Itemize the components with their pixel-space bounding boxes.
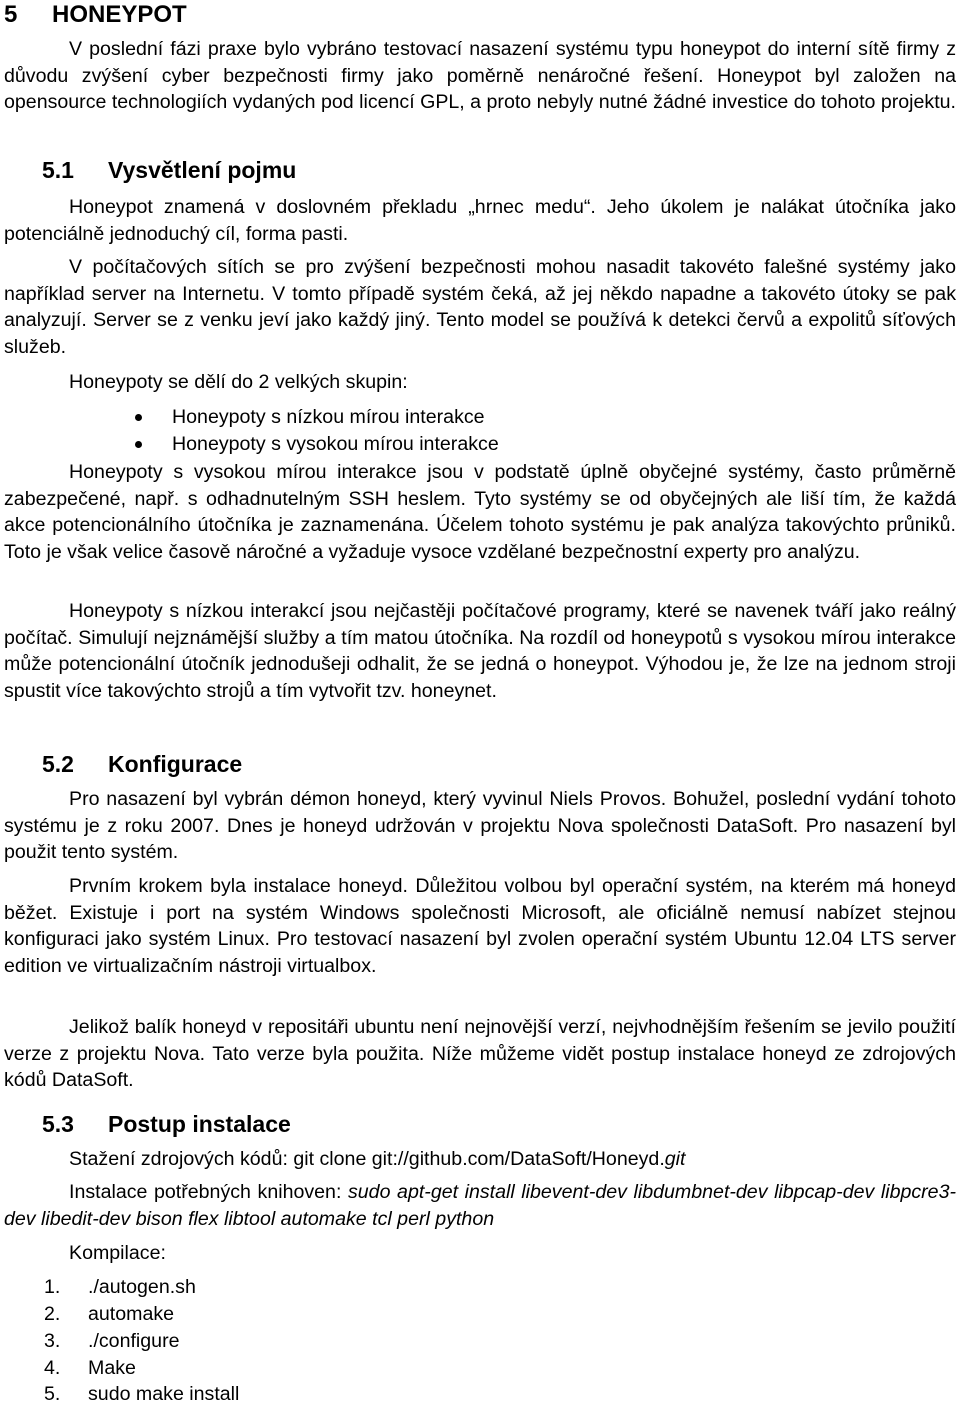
bullet-item <box>4 404 956 430</box>
list-item-number: 2. <box>44 1303 61 1325</box>
section-5-2-paragraph-2: Prvním krokem byla instalace honeyd. Důležitou volbou byl operační systém, na kterém má honeyd běžet. Existuje i port na systém Windows společnosti Microsoft, ale oficiálně nemusí nabízet stejnou konfiguraci jako systém Linux. Pro testovací nasazení byl zvolen operační systém Ubuntu 12.04 LTS server edition ve virtualizačním nástroji virtualbox. <box>4 875 956 977</box>
libraries-label: Instalace potřebných knihoven: <box>69 1181 348 1203</box>
section-5-1-paragraph-1: Honeypot znamená v doslovném překladu „hrnec medu“. Jeho úkolem je nalákat útočníka jako potenciálně jednoduchý cíl, forma pasti. <box>4 196 956 245</box>
list-item <box>4 1274 404 1300</box>
download-extension: git <box>664 1148 686 1170</box>
bullet-dot-icon <box>135 414 142 421</box>
section-5-number: 5 <box>4 1 18 28</box>
list-item-number: 1. <box>44 1276 61 1298</box>
list-item <box>4 1355 404 1381</box>
section-5-1-heading <box>42 155 296 185</box>
section-5-1-title: Vysvětlení pojmu <box>108 157 297 183</box>
bullet-text: Honeypoty s vysokou mírou interakce <box>172 433 499 455</box>
section-5-title: HONEYPOT <box>52 1 187 28</box>
download-line <box>69 1146 685 1172</box>
section-5-intro: V poslední fázi praxe bylo vybráno testovací nasazení systému typu honeypot do interní sítě firmy z důvodu zvýšení cyber bezpečnosti firmy jako poměrně nenáročné řešení. Honeypot byl založen na opensource technologiích vydaných pod licencí GPL, a proto nebyly nutné žádné investice do tohoto projektu. <box>4 38 956 114</box>
section-5-1-paragraph-4: Honeypoty s vysokou mírou interakce jsou v podstatě úplně obyčejné systémy, často průměrně zabezpečené, např. s odhadnutelným SSH heslem. Tyto systémy se od obyčejných ale liší tím, že každá akce potencionálního útočníka je zaznamenána. Účelem tohoto systému je pak analýza takovýchto průniků. Toto je však velice časově náročné a vyžaduje vysoce vzdělané bezpečnostní experty pro analýzu. <box>4 461 956 563</box>
libraries-paragraph <box>4 1179 956 1232</box>
list-item <box>4 1328 404 1354</box>
list-item-number: 4. <box>44 1357 61 1379</box>
list-item-text: sudo make install <box>88 1383 240 1405</box>
section-5-2-paragraph-3: Jelikož balík honeyd v repositáři ubuntu není nejnovější verzí, nejvhodnějším řešením se jevilo použití verze z projektu Nova. Tato verze byla použita. Níže můžeme vidět postup instalace honeyd ze zdrojových kódů DataSoft. <box>4 1016 956 1092</box>
bullet-dot-icon <box>135 441 142 448</box>
list-item-text: ./configure <box>88 1330 180 1352</box>
section-5-2-heading <box>42 749 242 779</box>
list-item <box>4 1381 404 1407</box>
section-5-2-title: Konfigurace <box>108 751 243 777</box>
list-item-text: ./autogen.sh <box>88 1276 196 1298</box>
section-5-3-number: 5.3 <box>42 1111 74 1137</box>
section-5-1-number: 5.1 <box>42 157 74 183</box>
section-5-1-paragraph-5: Honeypoty s nízkou interakcí jsou nejčastěji počítačové programy, které se navenek tváří jako reálný počítač. Simulují nejznámější služby a tím matou útočníka. Na rozdíl od honeypotů s vysokou mírou interakce může potencionální útočník jednodušeji odhalit, že se jedná o honeypot. Výhodou je, že lze na jednom stroji spustit více takovýchto strojů a tím vytvořit tzv. honeynet. <box>4 600 956 702</box>
section-5-heading <box>4 0 187 30</box>
section-5-3-title: Postup instalace <box>108 1111 291 1137</box>
compile-label: Kompilace: <box>69 1242 166 1264</box>
bullet-item <box>4 431 956 457</box>
section-5-2-paragraph-1: Pro nasazení byl vybrán démon honeyd, který vyvinul Niels Provos. Bohužel, poslední vydání tohoto systému je z roku 2007. Dnes je honeyd udržován v projektu Nova společnosti DataSoft. Pro nasazení byl použit tento systém. <box>4 788 956 864</box>
list-item-number: 3. <box>44 1330 61 1352</box>
section-5-1-paragraph-3: Honeypoty se dělí do 2 velkých skupin: <box>69 371 408 393</box>
download-command: Stažení zdrojových kódů: git clone git://github.com/DataSoft/Honeyd. <box>69 1148 665 1170</box>
bullet-text: Honeypoty s nízkou mírou interakce <box>172 406 485 428</box>
libraries-command: sudo apt-get install libevent-dev libdumbnet-dev libpcap-dev libpcre3-dev libedit-dev bison flex libtool automake tcl perl python <box>4 1181 957 1230</box>
section-5-2-number: 5.2 <box>42 751 74 777</box>
section-5-1-paragraph-2: V počítačových sítích se pro zvýšení bezpečnosti mohou nasadit takovéto falešné systémy jako například server na Internetu. V tomto případě systém čeká, až jej někdo napadne a takovéto útoky se pak analyzují. Server se z venku jeví jako každý jiný. Tento model se používá k detekci červů a expolitů síťových služeb. <box>4 256 956 358</box>
list-item-text: automake <box>88 1303 175 1325</box>
section-5-3-heading <box>42 1109 291 1139</box>
list-item-number: 5. <box>44 1383 61 1405</box>
list-item <box>4 1301 404 1327</box>
list-item-text: Make <box>88 1357 136 1379</box>
